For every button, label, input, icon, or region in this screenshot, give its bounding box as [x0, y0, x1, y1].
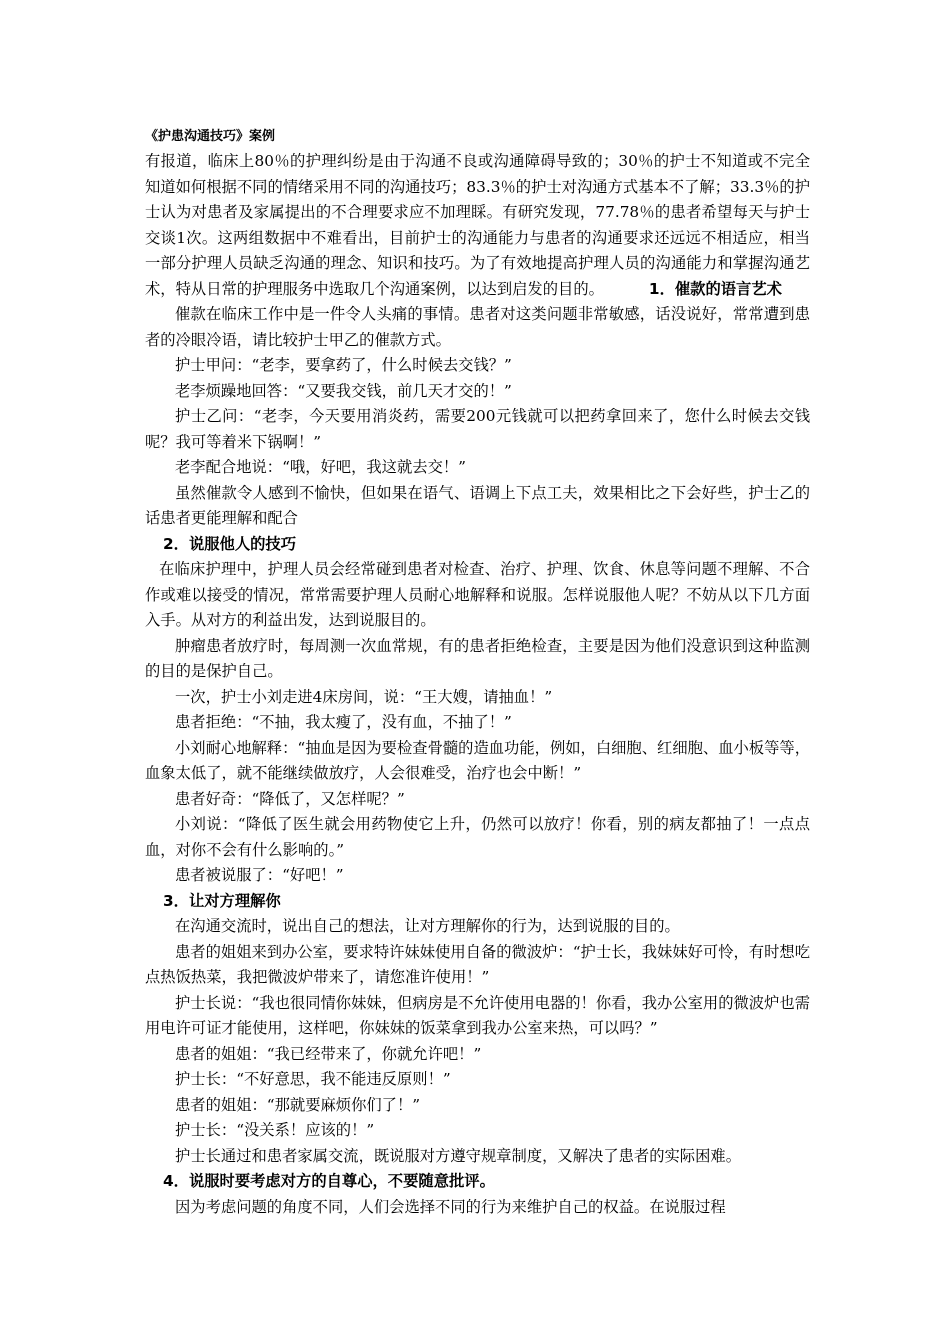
dialogue-line: 小刘说：“降低了医生就会用药物使它上升，仍然可以放疗！你看，别的病友都抽了！一点点血，对你不会有什么影响的。”	[145, 815, 810, 859]
dialogue-line: 患者的姐姐：“我已经带来了，你就允许吧！”	[175, 1044, 482, 1063]
section-4-heading: 4．说服时要考虑对方的自尊心，不要随意批评。	[163, 1172, 495, 1190]
dialogue-line: 患者被说服了：“好吧！”	[175, 866, 344, 884]
section-3-heading: 3．让对方理解你	[163, 891, 281, 910]
dialogue-line: 护士长：“不好意思，我不能违反原则！”	[175, 1070, 451, 1088]
paragraph: 虽然催款令人感到不愉快，但如果在语气、语调上下点工夫，效果相比之下会好些，护士乙的话患者更能理解和配合	[145, 483, 810, 527]
paragraph: 在临床护理中，护理人员会经常碰到患者对检查、治疗、护理、饮食、休息等问题不理解、不合作或难以接受的情况，常常需要护理人员耐心地解释和说服。怎样说服他人呢？不妨从以下几方面入手。从对方的利益出发，达到说服目的。	[145, 560, 810, 629]
intro-text: 有报道，临床上80％的护理纠纷是由于沟通不良或沟通障碍导致的；30％的护士不知道或不完全知道如何根据不同的情绪采用不同的沟通技巧；83.3％的护士对沟通方式基本不了解；33.3％的护士认为对患者及家属提出的不合理要求应不加理睬。有研究发现，77.78％的患者希望每天与护士交谈1次。这两组数据中不难看出，目前护士的沟通能力与患者的沟通要求还远远不相适应，相当一部分护理人员缺乏沟通的理念、知识和技巧。为了有效地提高护理人员的沟通能力和掌握沟通艺术，特从日常的护理服务中选取几个沟通案例，以达到启发的目的。	[145, 152, 810, 298]
paragraph: 护士长通过和患者家属交流，既说服对方遵守规章制度，又解决了患者的实际困难。	[175, 1146, 741, 1165]
dialogue-line: 护士乙问：“老李，今天要用消炎药，需要200元钱就可以把药拿回来了，您什么时候去交钱呢？我可等着米下锅啊！”	[145, 407, 810, 451]
section-2-heading: 2．说服他人的技巧	[163, 534, 297, 553]
dialogue-line: 老李配合地说：“哦，好吧，我这就去交！”	[175, 458, 466, 476]
paragraph: 因为考虑问题的角度不同，人们会选择不同的行为来维护自己的权益。在说服过程	[175, 1197, 726, 1216]
dialogue-line: 患者拒绝：“不抽，我太瘦了，没有血，不抽了！”	[175, 713, 512, 731]
dialogue-line: 患者的姐姐来到办公室，要求特许妹妹使用自备的微波炉：“护士长，我妹妹好可怜，有时想吃点热饭热菜，我把微波炉带来了，请您准许使用！”	[145, 942, 810, 986]
intro-paragraph	[145, 149, 810, 302]
dialogue-line: 小刘耐心地解释：“抽血是因为要检查骨髓的造血功能，例如，白细胞、红细胞、血小板等等，血象太低了，就不能继续做放疗，人会很难受，治疗也会中断！”	[145, 738, 810, 782]
dialogue-line: 护士长：“没关系！应该的！”	[175, 1121, 375, 1139]
paragraph: 在沟通交流时，说出自己的想法，让对方理解你的行为，达到说服的目的。	[175, 917, 680, 935]
dialogue-line: 患者的姐姐：“那就要麻烦你们了！”	[175, 1095, 421, 1114]
document-body	[145, 149, 810, 1220]
dialogue-line: 患者好奇：“降低了，又怎样呢？”	[175, 789, 405, 808]
dialogue-line: 老李烦躁地回答：“又要我交钱，前几天才交的！”	[175, 381, 512, 400]
paragraph: 肿瘤患者放疗时，每周测一次血常规，有的患者拒绝检查，主要是因为他们没意识到这种监测的目的是保护自己。	[145, 636, 810, 680]
section-1-heading: 1．催款的语言艺术	[648, 279, 782, 298]
dialogue-line: 一次，护士小刘走进4床房间，说：“王大嫂，请抽血！”	[175, 687, 553, 706]
document-title: 《护患沟通技巧》案例	[145, 129, 276, 144]
dialogue-line: 护士长说：“我也很同情你妹妹，但病房是不允许使用电器的！你看，我办公室用的微波炉也需用电许可证才能使用，这样吧，你妹妹的饭菜拿到我办公室来热，可以吗？”	[145, 993, 810, 1037]
dialogue-line: 护士甲问：“老李，要拿药了，什么时候去交钱？”	[175, 356, 512, 374]
paragraph: 催款在临床工作中是一件令人头痛的事情。患者对这类问题非常敏感，话没说好，常常遭到患者的冷眼冷语，请比较护士甲乙的催款方式。	[145, 305, 810, 349]
